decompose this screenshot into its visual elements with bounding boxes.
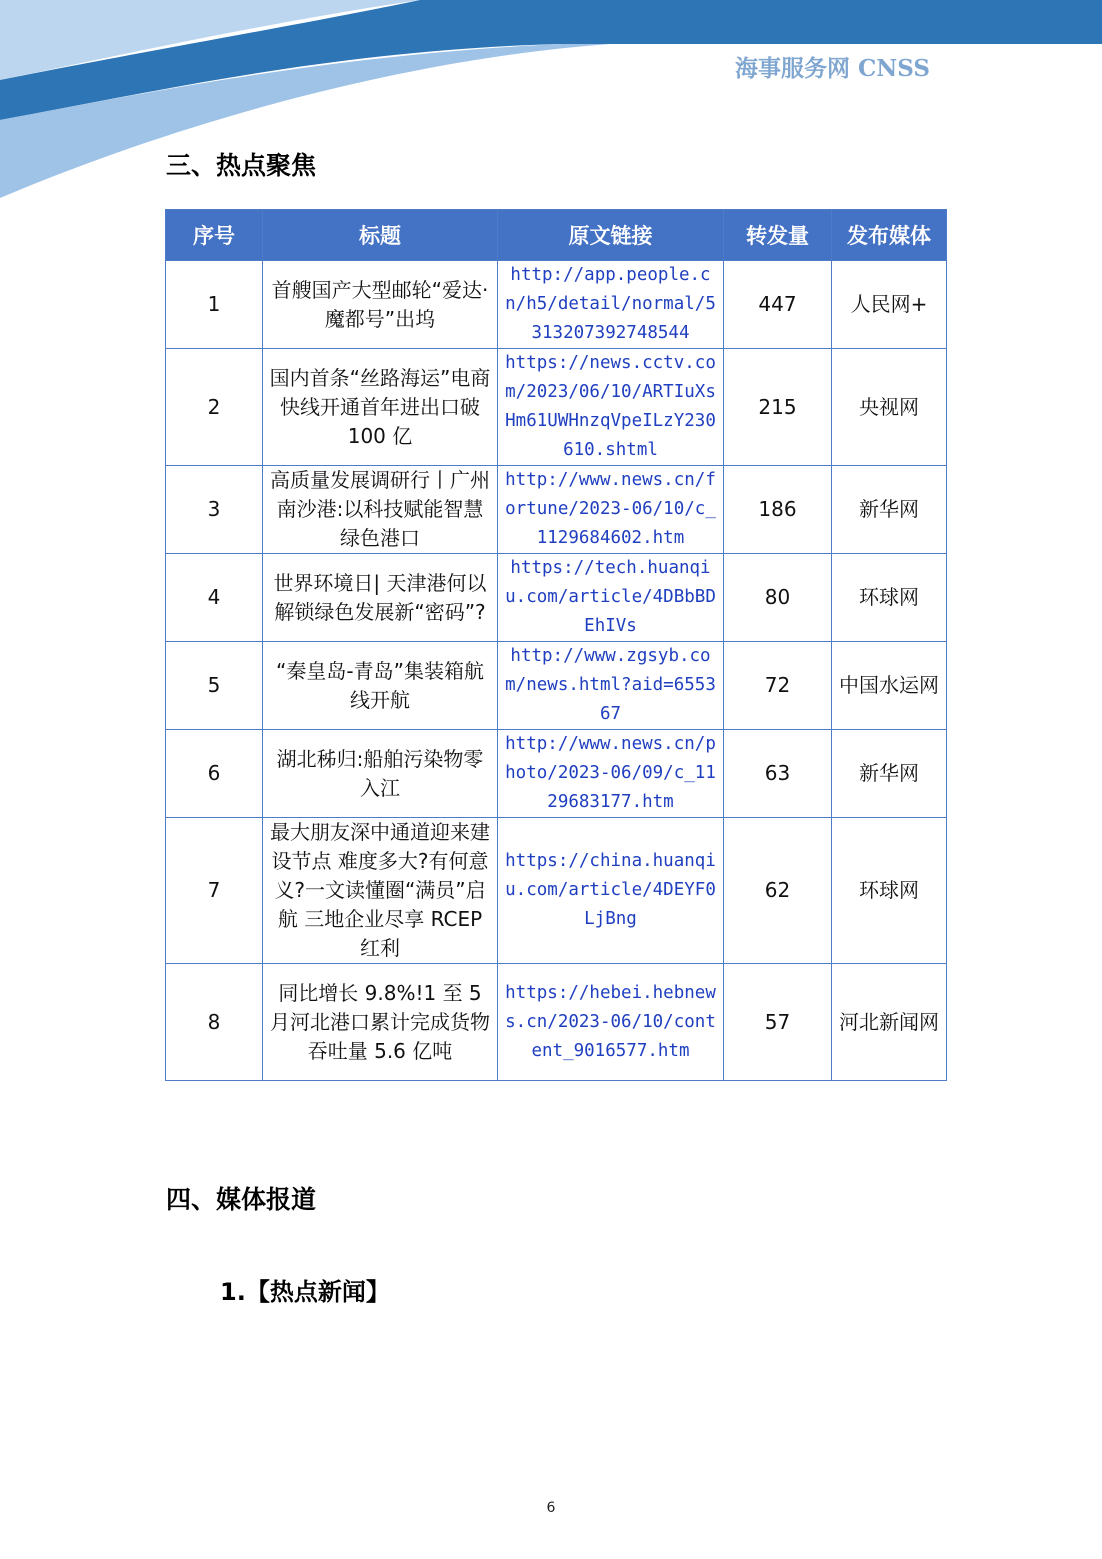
media-name: 人民网+	[832, 261, 947, 349]
share-count: 447	[724, 261, 832, 349]
media-name: 环球网	[832, 818, 947, 964]
table-row	[166, 554, 947, 642]
source-link[interactable]: http://www.news.cn/photo/2023-06/09/c_1129683177.htm	[498, 730, 724, 818]
hotspot-table	[165, 209, 947, 1081]
source-link[interactable]: https://china.huanqiu.com/article/4DEYF0LjBng	[498, 818, 724, 964]
media-name: 中国水运网	[832, 642, 947, 730]
table-row	[166, 730, 947, 818]
table-row	[166, 642, 947, 730]
media-name: 新华网	[832, 730, 947, 818]
section-title-media: 四、媒体报道	[166, 1185, 317, 1214]
share-count: 63	[724, 730, 832, 818]
news-title: 世界环境日| 天津港何以解锁绿色发展新“密码”?	[263, 554, 498, 642]
row-number: 7	[166, 818, 263, 964]
brand-logo-text: 海事服务网 CNSS	[734, 55, 930, 82]
news-title: “秦皇岛-青岛”集装箱航线开航	[263, 642, 498, 730]
share-count: 57	[724, 964, 832, 1081]
news-title: 最大朋友深中通道迎来建设节点 难度多大?有何意义?一文读懂圈“满员”启航 三地企业尽享 RCEP 红利	[263, 818, 498, 964]
section-title-hotspot: 三、热点聚焦	[166, 151, 317, 180]
share-count: 80	[724, 554, 832, 642]
source-link[interactable]: http://app.people.cn/h5/detail/normal/5313207392748544	[498, 261, 724, 349]
media-name: 环球网	[832, 554, 947, 642]
share-count: 72	[724, 642, 832, 730]
table-row	[166, 261, 947, 349]
row-number: 8	[166, 964, 263, 1081]
news-title: 湖北秭归:船舶污染物零入江	[263, 730, 498, 818]
source-link[interactable]: https://hebei.hebnews.cn/2023-06/10/content_9016577.htm	[498, 964, 724, 1081]
row-number: 5	[166, 642, 263, 730]
sub-title-hot-news: 1.【热点新闻】	[220, 1278, 390, 1306]
share-count: 62	[724, 818, 832, 964]
table-row	[166, 349, 947, 466]
row-number: 4	[166, 554, 263, 642]
media-name: 河北新闻网	[832, 964, 947, 1081]
table-row	[166, 964, 947, 1081]
news-title: 同比增长 9.8%!1 至 5 月河北港口累计完成货物吞吐量 5.6 亿吨	[263, 964, 498, 1081]
news-title: 高质量发展调研行丨广州南沙港:以科技赋能智慧绿色港口	[263, 466, 498, 554]
table-row	[166, 466, 947, 554]
table-row	[166, 818, 947, 964]
column-header-title: 标题	[263, 210, 498, 261]
column-header-no: 序号	[166, 210, 263, 261]
table-header-row	[166, 210, 947, 261]
source-link[interactable]: http://www.zgsyb.com/news.html?aid=655367	[498, 642, 724, 730]
media-name: 新华网	[832, 466, 947, 554]
share-count: 186	[724, 466, 832, 554]
column-header-count: 转发量	[724, 210, 832, 261]
share-count: 215	[724, 349, 832, 466]
media-name: 央视网	[832, 349, 947, 466]
row-number: 6	[166, 730, 263, 818]
row-number: 3	[166, 466, 263, 554]
column-header-media: 发布媒体	[832, 210, 947, 261]
row-number: 1	[166, 261, 263, 349]
source-link[interactable]: http://www.news.cn/fortune/2023-06/10/c_1129684602.htm	[498, 466, 724, 554]
source-link[interactable]: https://tech.huanqiu.com/article/4DBbBDEhIVs	[498, 554, 724, 642]
news-title: 首艘国产大型邮轮“爱达·魔都号”出坞	[263, 261, 498, 349]
source-link[interactable]: https://news.cctv.com/2023/06/10/ARTIuXsHm61UWHnzqVpeILzY230610.shtml	[498, 349, 724, 466]
news-title: 国内首条“丝路海运”电商快线开通首年进出口破 100 亿	[263, 349, 498, 466]
page-number: 6	[546, 1500, 556, 1516]
column-header-link: 原文链接	[498, 210, 724, 261]
row-number: 2	[166, 349, 263, 466]
